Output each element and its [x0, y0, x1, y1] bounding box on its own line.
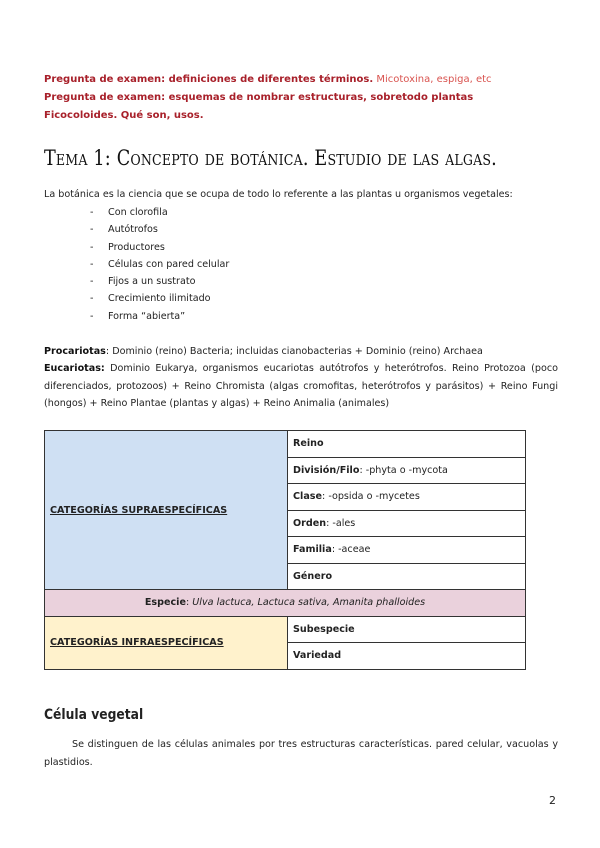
exam-note-2: [44, 91, 473, 104]
list-dash: -: [90, 276, 94, 288]
page-number: 2: [549, 794, 556, 807]
exam-note-3: [44, 109, 204, 122]
rank-cell: [288, 510, 526, 537]
exam-note-1-bold: Pregunta de examen: definiciones de diferentes términos.: [44, 74, 374, 85]
especie-sep: :: [185, 597, 193, 609]
rank-cell: [288, 431, 526, 458]
rank-cell: [288, 484, 526, 511]
rank-cell: [288, 457, 526, 484]
list-item-text: Autótrofos: [108, 224, 158, 236]
rank-cell: [288, 616, 526, 643]
especie-label: Especie: [144, 597, 186, 609]
list-dash: -: [90, 207, 94, 218]
list-dash: -: [90, 310, 94, 322]
rank-name: Variedad: [293, 650, 342, 662]
exam-note-1: [44, 73, 492, 86]
table-row: [45, 431, 526, 458]
list-item-text: Fijos a un sustrato: [108, 276, 196, 288]
list-item: [90, 290, 229, 307]
taxonomy-table: [44, 430, 526, 670]
list-item-text: Células con pared celular: [108, 258, 230, 270]
rank-suffix: : -ales: [326, 517, 356, 529]
rank-cell: [288, 537, 526, 564]
rank-name: División/Filo: [293, 464, 360, 476]
rank-name: Clase: [293, 491, 323, 503]
section-title: Célula vegetal: [44, 707, 144, 723]
especie-examples: Ulva lactuca, Lactuca sativa, Amanita phalloides: [192, 597, 426, 609]
table-row: [45, 590, 526, 617]
especie-cell: [45, 590, 526, 617]
exam-note-2-bold: Pregunta de examen: esquemas de nombrar estructuras, sobretodo plantas: [44, 92, 474, 103]
list-item: [90, 204, 229, 221]
list-item-text: Crecimiento ilimitado: [108, 293, 211, 305]
section-paragraph: Se distinguen de las células animales por tres estructuras características. pared celular, vacuolas y plastidios.: [44, 739, 558, 768]
eucariotas-paragraph: [44, 360, 558, 413]
traits-list: [90, 204, 229, 325]
exam-note-3-bold: Ficocoloides. Qué son, usos.: [44, 110, 204, 121]
rank-suffix: : -opsida o -mycetes: [322, 491, 420, 503]
list-item: [90, 239, 229, 256]
procariotas-text: : Dominio (reino) Bacteria; incluidas cianobacterias + Dominio (reino) Archaea: [105, 346, 483, 357]
supra-category-label: CATEGORÍAS SUPRAESPECÍFICAS: [50, 504, 228, 516]
list-dash: -: [90, 258, 94, 270]
rank-name: Familia: [293, 544, 332, 556]
procariotas-paragraph: [44, 343, 558, 361]
rank-name: Orden: [293, 517, 327, 529]
list-item: [90, 308, 229, 325]
rank-suffix: : -aceae: [331, 544, 371, 556]
infra-category-cell: [45, 616, 288, 669]
list-item: [90, 273, 229, 290]
table-row: [45, 616, 526, 643]
rank-cell: [288, 643, 526, 670]
intro-paragraph: La botánica es la ciencia que se ocupa de todo lo referente a las plantas u organismos vegetales:: [44, 189, 513, 200]
list-item-text: Productores: [108, 241, 165, 253]
rank-name: Reino: [293, 438, 324, 450]
rank-name: Género: [293, 570, 333, 582]
rank-suffix: : -phyta o -mycota: [359, 464, 448, 476]
rank-name: Subespecie: [293, 623, 355, 635]
rank-cell: [288, 563, 526, 590]
procariotas-label: Procariotas: [44, 346, 106, 357]
list-item: [90, 256, 229, 273]
list-dash: -: [90, 224, 94, 236]
infra-category-label: CATEGORÍAS INFRAESPECÍFICAS: [50, 637, 224, 648]
list-dash: -: [90, 293, 94, 305]
list-item-text: Con clorofila: [108, 207, 168, 218]
list-dash: -: [90, 241, 94, 253]
page-title: Tema 1: Concepto de botánica. Estudio de las algas.: [44, 146, 497, 170]
list-item-text: Forma “abierta”: [108, 310, 186, 322]
supra-category-cell: [45, 431, 288, 590]
eucariotas-text: Dominio Eukarya, organismos eucariotas autótrofos y heterótrofos. Reino Protozoa (poco diferenciados, protozoos) + Reino Chromista (algas cromofitas, heterótrofos y parásitos) + Reino Fungi (hongos) + Reino Plantae (plantas y algas) + Reino Animalia (animales): [44, 363, 558, 409]
exam-note-1-extra: Micotoxina, espiga, etc: [373, 74, 492, 85]
list-item: [90, 221, 229, 238]
eucariotas-label: Eucariotas:: [44, 363, 105, 374]
